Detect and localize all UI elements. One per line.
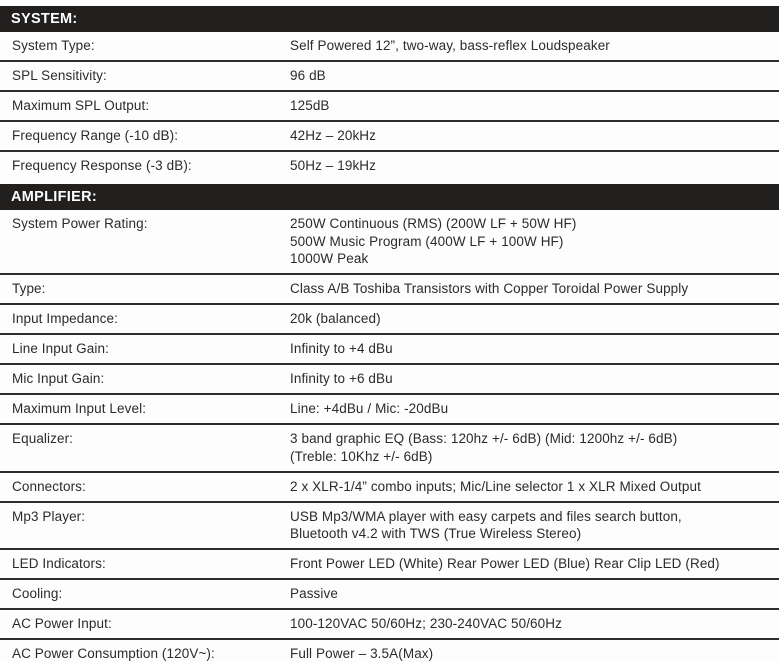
- spec-row-value: [290, 645, 771, 662]
- spec-value-line: 96 dB: [290, 68, 326, 83]
- spec-row-value: [290, 555, 771, 573]
- spec-value-line: Class A/B Toshiba Transistors with Copper Toroidal Power Supply: [290, 281, 689, 296]
- spec-row-label: Mp3 Player:: [12, 508, 86, 524]
- spec-row-label: Connectors:: [12, 478, 86, 494]
- spec-value-line: 50Hz – 19kHz: [290, 158, 376, 173]
- spec-value-line: Infinity to +6 dBu: [290, 371, 393, 386]
- spec-row-label: System Power Rating:: [12, 216, 148, 231]
- spec-value-line: USB Mp3/WMA player with easy carpets and files search button,: [290, 508, 682, 524]
- spec-value-line: Bluetooth v4.2 with TWS (True Wireless Stereo): [290, 526, 582, 541]
- spec-row-label: Line Input Gain:: [12, 341, 109, 356]
- spec-row: [0, 608, 779, 638]
- spec-section: [0, 184, 779, 662]
- spec-row-label: Input Impedance:: [12, 311, 118, 326]
- spec-row: [0, 578, 779, 608]
- spec-row-value: [290, 127, 771, 145]
- spec-value-line: Front Power LED (White) Rear Power LED (Blue) Rear Clip LED (Red): [290, 556, 720, 571]
- spec-row: [0, 363, 779, 393]
- spec-row-value: [290, 215, 771, 268]
- spec-row-value: [290, 310, 771, 328]
- spec-value-line: Passive: [290, 586, 338, 601]
- section-title: SYSTEM:: [11, 11, 78, 27]
- spec-row: [0, 210, 779, 273]
- spec-value-line: Self Powered 12”, two-way, bass-reflex Loudspeaker: [290, 38, 610, 53]
- spec-row: [0, 273, 779, 303]
- spec-row: [0, 423, 779, 471]
- spec-row-value: [290, 400, 771, 418]
- spec-row-label: AC Power Input:: [12, 616, 112, 631]
- spec-value-line: 250W Continuous (RMS) (200W LF + 50W HF): [290, 216, 577, 231]
- spec-row-label: Frequency Response (-3 dB):: [12, 158, 192, 173]
- spec-row-value: [290, 585, 771, 603]
- spec-row-value: [290, 615, 771, 633]
- spec-row: [0, 303, 779, 333]
- spec-value-line: 1000W Peak: [290, 251, 369, 266]
- section-rows: [0, 210, 779, 662]
- spec-row-value: [290, 280, 771, 298]
- section-title: AMPLIFIER:: [11, 189, 97, 205]
- spec-row-value: [290, 508, 771, 543]
- spec-row-label: SPL Sensitivity:: [12, 68, 107, 83]
- spec-value-line: 125dB: [290, 98, 330, 113]
- spec-value-line: 100-120VAC 50/60Hz; 230-240VAC 50/60Hz: [290, 616, 562, 631]
- spec-value-line: 20k (balanced): [290, 311, 381, 326]
- spec-row: [0, 60, 779, 90]
- spec-row-label: Frequency Range (-10 dB):: [12, 128, 179, 143]
- section-header-bar: [0, 6, 779, 32]
- spec-value-line: 500W Music Program (400W LF + 100W HF): [290, 233, 564, 249]
- spec-row: [0, 150, 779, 180]
- spec-row-value: [290, 478, 771, 496]
- spec-row-value: [290, 430, 771, 465]
- spec-row-value: [290, 340, 771, 358]
- spec-row-label: AC Power Consumption (120V~):: [12, 646, 215, 661]
- spec-value-line: Infinity to +4 dBu: [290, 341, 393, 356]
- section-header-bar: [0, 184, 779, 210]
- spec-row-value: [290, 37, 771, 55]
- spec-row: [0, 32, 779, 60]
- spec-row-label: Maximum SPL Output:: [12, 98, 150, 113]
- spec-value-line: Full Power – 3.5A(Max): [290, 646, 434, 661]
- section-rows: [0, 32, 779, 180]
- spec-row: [0, 548, 779, 578]
- spec-row-label: Cooling:: [12, 586, 63, 601]
- spec-row-value: [290, 97, 771, 115]
- spec-row: [0, 501, 779, 549]
- spec-row-label: Mic Input Gain:: [12, 371, 105, 386]
- spec-value-line: 42Hz – 20kHz: [290, 128, 376, 143]
- spec-row-value: [290, 67, 771, 85]
- spec-row-label: Maximum Input Level:: [12, 401, 147, 416]
- spec-value-line: Line: +4dBu / Mic: -20dBu: [290, 401, 449, 416]
- spec-row-value: [290, 370, 771, 388]
- spec-row-label: Equalizer:: [12, 431, 74, 446]
- spec-value-line: (Treble: 10Khz +/- 6dB): [290, 448, 433, 464]
- spec-sections-container: [0, 6, 779, 662]
- spec-section: [0, 6, 779, 180]
- spec-row: [0, 333, 779, 363]
- spec-value-line: 2 x XLR-1/4” combo inputs; Mic/Line selector 1 x XLR Mixed Output: [290, 478, 701, 494]
- spec-row-label: System Type:: [12, 38, 95, 53]
- spec-row-label: LED Indicators:: [12, 556, 106, 571]
- spec-row: [0, 90, 779, 120]
- spec-row-value: [290, 157, 771, 175]
- spec-row-label: Type:: [12, 281, 46, 296]
- spec-row: [0, 638, 779, 662]
- spec-value-line: 3 band graphic EQ (Bass: 120hz +/- 6dB) (Mid: 1200hz +/- 6dB): [290, 431, 678, 446]
- spec-row: [0, 471, 779, 501]
- spec-row: [0, 120, 779, 150]
- spec-row: [0, 393, 779, 423]
